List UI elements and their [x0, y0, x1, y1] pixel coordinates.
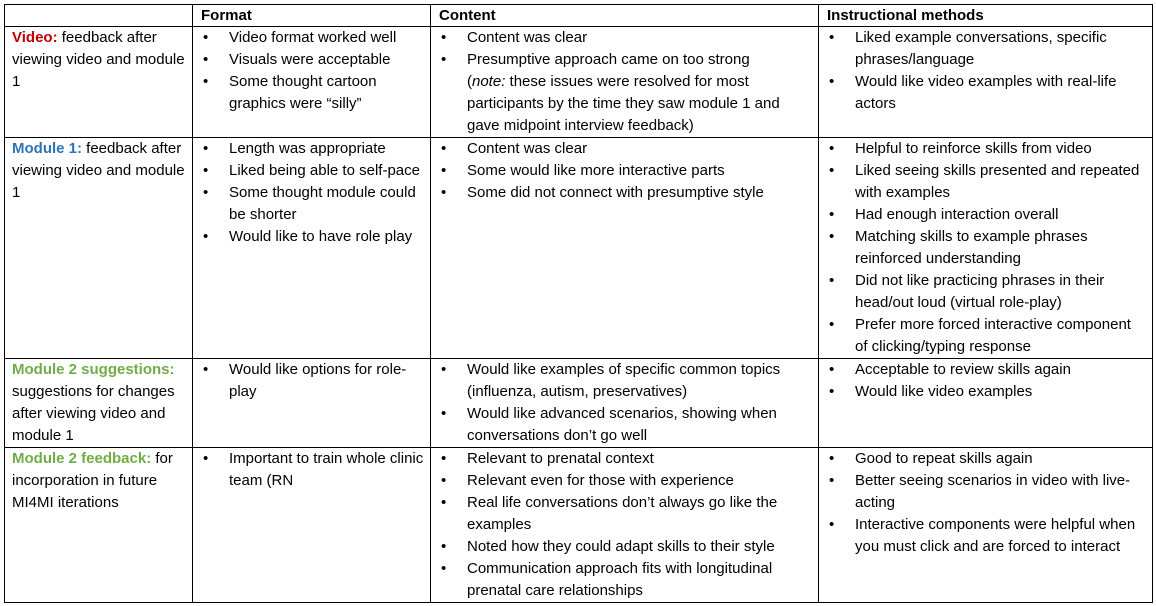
- list-item: • Prefer more forced interactive component of clicking/typing response: [825, 314, 1146, 358]
- list-item: • Content was clear: [437, 138, 812, 160]
- row-description: feedback after viewing video and module 1: [12, 29, 185, 90]
- content-cell: [431, 138, 819, 359]
- table-row: [5, 359, 1153, 448]
- list-item: • Would like to have role play: [199, 226, 424, 248]
- row-title: Video:: [12, 29, 58, 46]
- row-title: Module 2 feedback:: [12, 450, 152, 467]
- format-list: [199, 448, 424, 492]
- header-format: Format: [193, 5, 431, 27]
- list-item: • Visuals were acceptable: [199, 49, 424, 71]
- list-item: • Acceptable to review skills again: [825, 359, 1146, 381]
- methods-list: [825, 138, 1146, 358]
- note-open: (: [467, 73, 472, 90]
- list-item: • Liked seeing skills presented and repeated with examples: [825, 160, 1146, 204]
- format-list: [199, 27, 424, 115]
- list-item: • Real life conversations don’t always go like the examples: [437, 492, 812, 536]
- format-list: [199, 138, 424, 248]
- list-item: • Length was appropriate: [199, 138, 424, 160]
- list-item: • Would like advanced scenarios, showing when conversations don’t go well: [437, 403, 812, 447]
- header-instructional-methods: Instructional methods: [819, 5, 1153, 27]
- methods-cell: [819, 359, 1153, 448]
- content-list: [437, 138, 812, 204]
- methods-list: [825, 448, 1146, 558]
- list-item-text: Presumptive approach came on too strong: [467, 51, 750, 68]
- list-item: • Interactive components were helpful when you must click and are forced to interact: [825, 514, 1146, 558]
- list-item: • Communication approach fits with longitudinal prenatal care relationships: [437, 558, 812, 602]
- list-item: • Would like video examples with real-life actors: [825, 71, 1146, 115]
- content-list: [437, 359, 812, 447]
- list-item: • Content was clear: [437, 27, 812, 49]
- list-item: • Matching skills to example phrases reinforced understanding: [825, 226, 1146, 270]
- list-item: • Some would like more interactive parts: [437, 160, 812, 182]
- format-cell: [193, 138, 431, 359]
- row-header-module-2-feedback: [5, 448, 193, 603]
- row-description: feedback after viewing video and module 1: [12, 140, 185, 201]
- list-item: • Liked example conversations, specific phrases/language: [825, 27, 1146, 71]
- content-cell: [431, 359, 819, 448]
- header-row: [5, 5, 1153, 27]
- format-list: [199, 359, 424, 403]
- list-item: • Some thought module could be shorter: [199, 182, 424, 226]
- feedback-table: [4, 4, 1153, 603]
- methods-cell: [819, 27, 1153, 138]
- list-item: • Good to repeat skills again: [825, 448, 1146, 470]
- content-cell: [431, 27, 819, 138]
- list-item: • Some did not connect with presumptive style: [437, 182, 812, 204]
- list-item: • Some thought cartoon graphics were “silly”: [199, 71, 424, 115]
- row-title: Module 1:: [12, 140, 82, 157]
- methods-cell: [819, 448, 1153, 603]
- note-text: these issues were resolved for most participants by the time they saw module 1 and gave midpoint interview feedback): [467, 73, 780, 134]
- list-item: • Better seeing scenarios in video with live-acting: [825, 470, 1146, 514]
- list-item: • Video format worked well: [199, 27, 424, 49]
- list-item: • Liked being able to self-pace: [199, 160, 424, 182]
- list-item: • Would like video examples: [825, 381, 1146, 403]
- list-item: • Helpful to reinforce skills from video: [825, 138, 1146, 160]
- header-content: Content: [431, 5, 819, 27]
- content-cell: [431, 448, 819, 603]
- row-header-module-2-suggestions: [5, 359, 193, 448]
- table-row: [5, 138, 1153, 359]
- row-header-video: [5, 27, 193, 138]
- format-cell: [193, 359, 431, 448]
- format-cell: [193, 27, 431, 138]
- list-item: • Noted how they could adapt skills to their style: [437, 536, 812, 558]
- row-description: suggestions for changes after viewing video and module 1: [12, 383, 175, 444]
- methods-list: [825, 27, 1146, 115]
- row-description: for incorporation in future MI4MI iterations: [12, 450, 173, 511]
- table-row: [5, 27, 1153, 138]
- list-item: • Had enough interaction overall: [825, 204, 1146, 226]
- list-item: • Relevant to prenatal context: [437, 448, 812, 470]
- list-item: • Important to train whole clinic team (RN: [199, 448, 424, 492]
- list-item: • Would like options for role-play: [199, 359, 424, 403]
- list-item: • Relevant even for those with experience: [437, 470, 812, 492]
- list-item: [437, 49, 812, 137]
- format-cell: [193, 448, 431, 603]
- content-list: [437, 448, 812, 602]
- list-item: • Did not like practicing phrases in their head/out loud (virtual role-play): [825, 270, 1146, 314]
- note-label: note:: [472, 73, 506, 90]
- table-row: [5, 448, 1153, 603]
- list-item: • Would like examples of specific common topics (influenza, autism, preservatives): [437, 359, 812, 403]
- methods-cell: [819, 138, 1153, 359]
- header-blank: [5, 5, 193, 27]
- content-list: [437, 27, 812, 137]
- row-title: Module 2 suggestions:: [12, 361, 175, 378]
- methods-list: [825, 359, 1146, 403]
- row-header-module-1: [5, 138, 193, 359]
